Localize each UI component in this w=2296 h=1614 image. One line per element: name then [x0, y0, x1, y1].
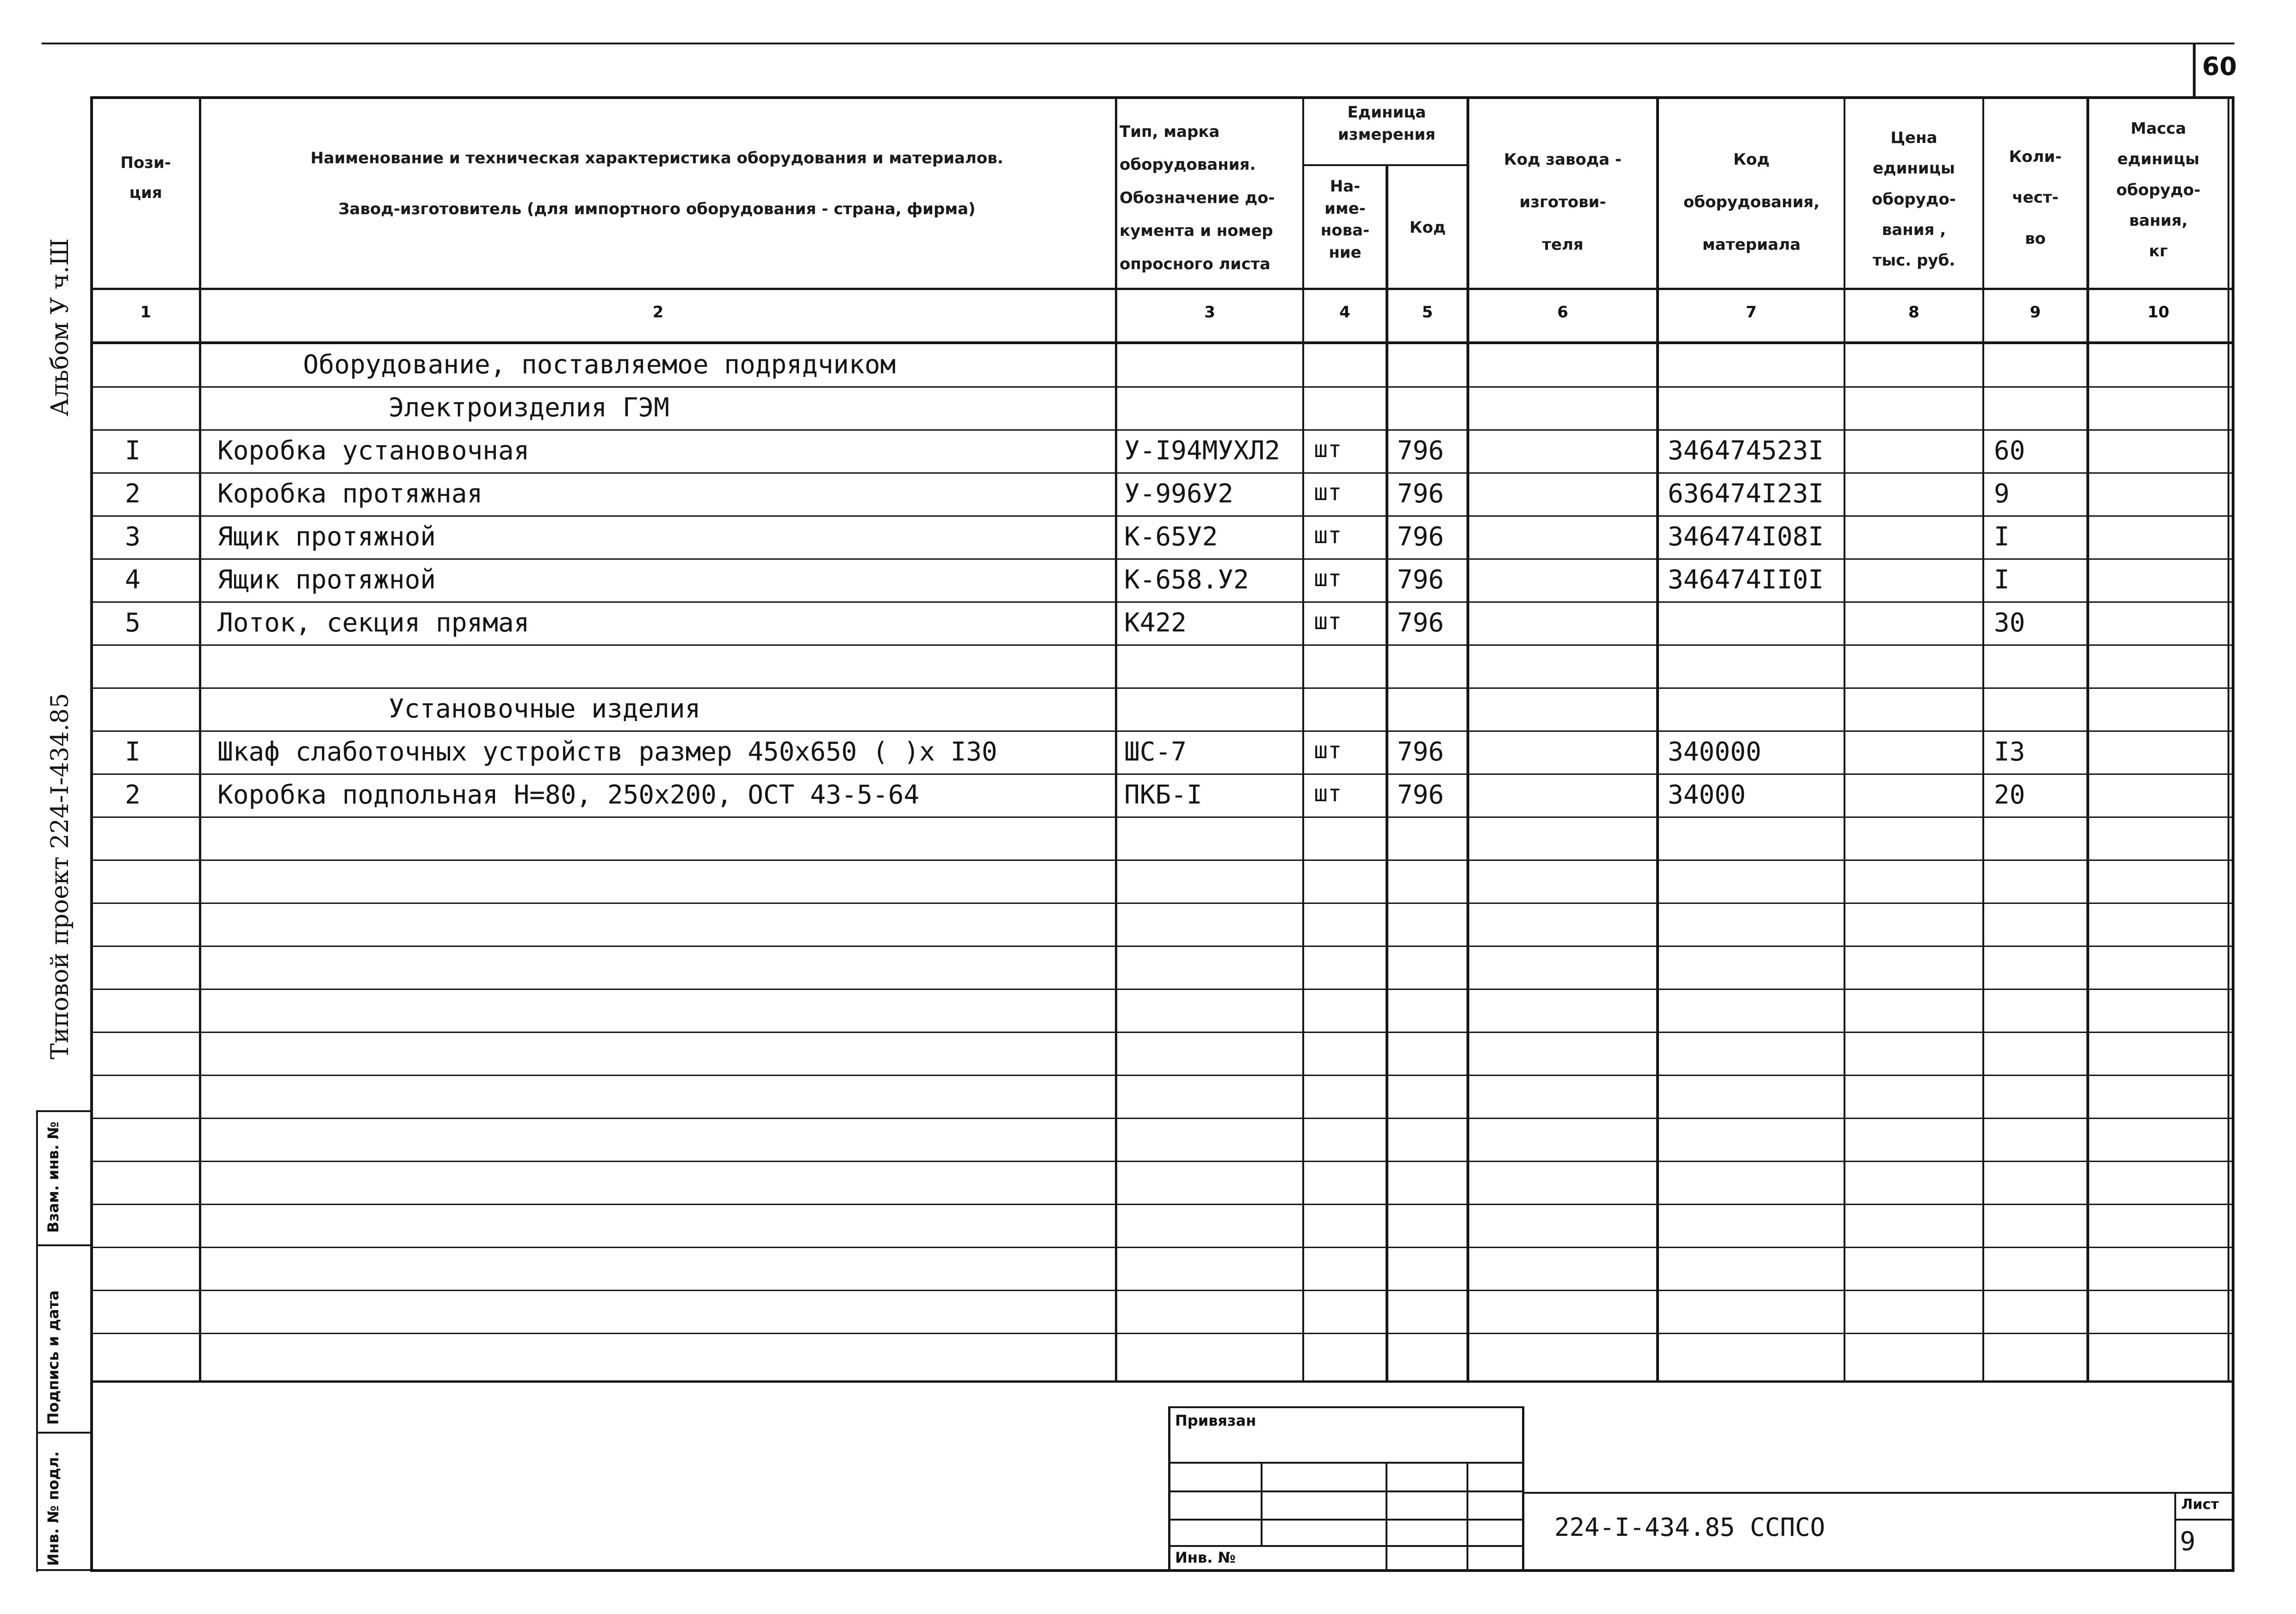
header-name-1: Наименование и техническая характеристика оборудования и материалов.: [310, 149, 1003, 167]
cell-qty: I: [1994, 565, 2010, 595]
stamp-v2: [1386, 1462, 1387, 1571]
row-line: [90, 903, 2234, 904]
header-unit: Единица измерения: [1338, 103, 1436, 144]
cell-qty: 20: [1994, 780, 2025, 810]
row-line: [90, 1290, 2234, 1291]
cell-pos: 2: [125, 780, 141, 810]
doc-designation: 224-I-434.85 ССПСО: [1554, 1513, 1826, 1542]
inv-podl-label: Инв. № подл.: [44, 1451, 62, 1566]
stamp-h2: [1168, 1490, 1524, 1492]
frame-right: [2232, 96, 2234, 1572]
row-line: [90, 429, 2234, 431]
top-line: [42, 43, 2234, 44]
row-line: [90, 1032, 2234, 1033]
header-price: Цена единицы оборудо- вания , тыс. руб.: [1872, 129, 1956, 270]
cell-code: 796: [1397, 436, 1444, 466]
cell-code: 796: [1397, 479, 1444, 509]
header-equip-code: Код оборудования, материала: [1683, 150, 1820, 254]
cell-name: Установочные изделия: [389, 694, 701, 724]
cell-unit: шт: [1314, 608, 1342, 635]
cell-qty: 30: [1994, 608, 2025, 638]
column-number-10: 10: [2147, 303, 2170, 322]
cell-pos: 2: [125, 479, 141, 509]
row-line: [90, 644, 2234, 646]
project-label: Типовой проект 224-I-434.85: [46, 693, 74, 1059]
stamp-v1: [1261, 1462, 1262, 1545]
cell-name: Ящик протяжной: [217, 522, 436, 552]
cell-type: К422: [1124, 608, 1187, 638]
header-name-2: Завод-изготовитель (для импортного оборудования - страна, фирма): [338, 200, 976, 218]
album-label: Альбом У ч.Ш: [46, 238, 74, 416]
margin-h1: [36, 1110, 92, 1112]
cell-type: ШС-7: [1124, 737, 1187, 767]
cell-pos: I: [125, 737, 141, 767]
cell-qty: 9: [1994, 479, 2010, 509]
frame-top: [90, 96, 2234, 99]
list-value: 9: [2180, 1527, 2196, 1557]
cell-name: Ящик протяжной: [217, 565, 436, 595]
stamp-h3: [1168, 1519, 1524, 1521]
cell-code: 796: [1397, 522, 1444, 552]
cell-equip: 340000: [1668, 737, 1762, 767]
header-pos: Пози- ция: [120, 154, 171, 202]
header-qty: Коли- чест- во: [2009, 148, 2062, 248]
column-number-9: 9: [2030, 303, 2041, 322]
page-number: 60: [2202, 52, 2237, 81]
stamp-h1: [1168, 1462, 1524, 1464]
stamp-title-top: [1524, 1492, 2232, 1494]
list-label: Лист: [2181, 1497, 2219, 1513]
row-line: [90, 730, 2234, 732]
stamp-list-left: [2174, 1492, 2176, 1571]
cell-code: 796: [1397, 780, 1444, 810]
row-line: [90, 989, 2234, 990]
column-number-6: 6: [1557, 303, 1568, 322]
table-bottom: [90, 1380, 2234, 1383]
row-line: [90, 515, 2234, 517]
stamp-list-split: [2174, 1519, 2232, 1521]
cell-code: 796: [1397, 608, 1444, 638]
column-number-1: 1: [140, 303, 151, 322]
row-line: [90, 687, 2234, 689]
row-line: [90, 558, 2234, 560]
row-line: [90, 1075, 2234, 1076]
podpis-label: Подпись и дата: [44, 1290, 62, 1425]
cell-equip: 346474II0I: [1668, 565, 1824, 595]
stamp-top: [1168, 1406, 1524, 1408]
column-number-2: 2: [652, 303, 664, 322]
row-line: [90, 1247, 2234, 1248]
column-number-7: 7: [1745, 303, 1757, 322]
row-line: [90, 860, 2234, 861]
cell-equip: 636474I23I: [1668, 479, 1824, 509]
cell-pos: 5: [125, 608, 141, 638]
cell-name: Коробка установочная: [217, 436, 530, 466]
row-line: [90, 1333, 2234, 1334]
cell-name: Оборудование, поставляемое подрядчиком: [303, 350, 896, 380]
cell-type: У-996У2: [1124, 479, 1234, 509]
cell-equip: 346474I08I: [1668, 522, 1824, 552]
cell-equip: 346474523I: [1668, 436, 1824, 466]
row-line: [90, 472, 2234, 474]
margin-h4: [36, 1569, 92, 1571]
cell-pos: 3: [125, 522, 141, 552]
column-number-3: 3: [1204, 303, 1215, 322]
cell-type: ПКБ-I: [1124, 780, 1202, 810]
cell-code: 796: [1397, 565, 1444, 595]
cell-qty: 60: [1994, 436, 2025, 466]
page-number-box-left: [2193, 43, 2196, 97]
frame-bottom: [90, 1569, 2234, 1572]
privyazan-label: Привязан: [1175, 1412, 1256, 1429]
row-line: [90, 1161, 2234, 1162]
cell-name: Лоток, секция прямая: [217, 608, 530, 638]
column-number-4: 4: [1339, 303, 1350, 322]
header-unit-code: Код: [1409, 218, 1446, 237]
row-line: [90, 946, 2234, 947]
margin-left-line: [36, 1110, 38, 1572]
cell-unit: шт: [1314, 436, 1342, 463]
cell-name: Коробка подпольная Н=80, 250х200, ОСТ 43-5-64: [217, 780, 920, 810]
column-number-5: 5: [1422, 303, 1433, 322]
cell-name: Шкаф слаботочных устройств размер 450х650 ( )х I30: [217, 737, 997, 767]
cell-qty: I: [1994, 522, 2010, 552]
cell-type: У-I94МУХЛ2: [1124, 436, 1281, 466]
cell-type: К-65У2: [1124, 522, 1218, 552]
cell-name: Коробка протяжная: [217, 479, 483, 509]
colnum-bottom: [90, 341, 2234, 344]
inv-no-label: Инв. №: [1175, 1549, 1236, 1566]
cell-unit: шт: [1314, 522, 1342, 549]
header-type: Тип, марка оборудования. Обозначение до- кумента и номер опросного листа: [1120, 123, 1275, 273]
cell-code: 796: [1397, 737, 1444, 767]
row-line: [90, 1118, 2234, 1119]
row-line: [90, 816, 2234, 818]
margin-h3: [36, 1432, 92, 1434]
cell-unit: шт: [1314, 780, 1342, 807]
cell-type: К-658.У2: [1124, 565, 1249, 595]
stamp-v3: [1467, 1462, 1468, 1571]
cell-name: Электроизделия ГЭМ: [389, 393, 669, 423]
column-number-8: 8: [1908, 303, 1919, 322]
row-line: [90, 1204, 2234, 1205]
cell-unit: шт: [1314, 565, 1342, 592]
row-line: [90, 601, 2234, 603]
row-line: [90, 773, 2234, 775]
cell-qty: I3: [1994, 737, 2025, 767]
stamp-h4: [1168, 1545, 1524, 1547]
cell-pos: 4: [125, 565, 141, 595]
row-line: [90, 386, 2234, 388]
unit-split-line: [1302, 164, 1469, 166]
margin-h2: [36, 1244, 92, 1246]
cell-unit: шт: [1314, 479, 1342, 506]
header-factory: Код завода - изготови- теля: [1504, 150, 1622, 254]
cell-unit: шт: [1314, 737, 1342, 764]
cell-equip: 34000: [1668, 780, 1746, 810]
header-mass: Масса единицы оборудо- вания, кг: [2116, 119, 2201, 261]
header-bottom: [90, 288, 2234, 290]
cell-pos: I: [125, 436, 141, 466]
header-unit-name: На- име- нова- ние: [1320, 177, 1370, 262]
vzam-label: Взам. инв. №: [44, 1121, 62, 1233]
